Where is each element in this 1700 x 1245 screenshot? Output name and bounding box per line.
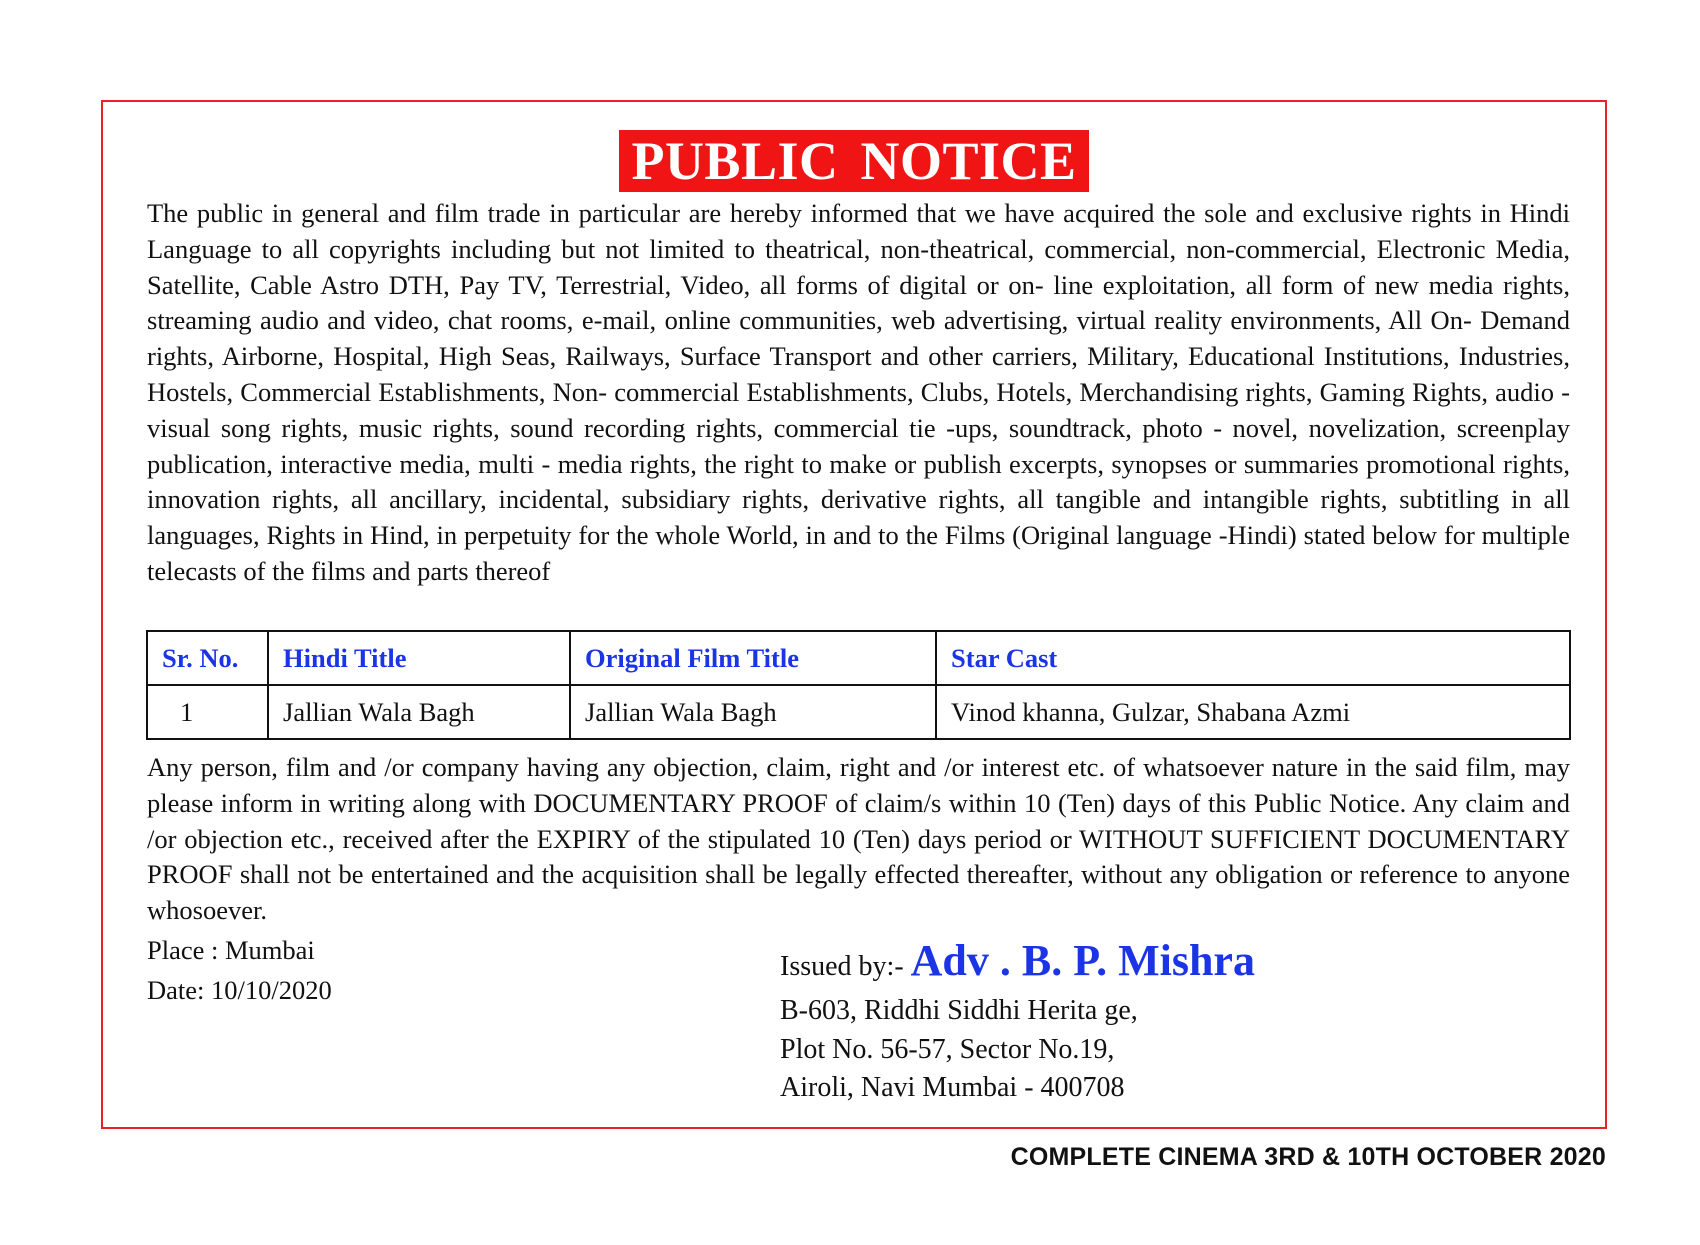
issued-by-label: Issued by:- — [780, 951, 904, 982]
header-sr-no: Sr. No. — [147, 631, 268, 685]
objection-paragraph: Any person, film and /or company having any objection, claim, right and /or interest etc. of whatsoever nature in the said film, may please inform in writing along with DOCUMENTARY PROOF of claim/s within 10 (Ten) days of this Public Notice. Any claim and /or objection etc., received after the EXPIRY of the stipulated 10 (Ten) days period or WITHOUT SUFFICIENT DOCUMENTARY PROOF shall not be entertained and the acquisition shall be legally effected thereafter, without any obligation or reference to anyone whosoever. — [147, 752, 1570, 926]
films-table — [146, 630, 1571, 740]
address-block — [780, 992, 1138, 1108]
notice-frame — [101, 100, 1607, 1129]
place-date-block — [147, 930, 332, 1010]
cell-sr-no: 1 — [147, 685, 268, 739]
header-star-cast: Star Cast — [936, 631, 1570, 685]
rights-paragraph: The public in general and film trade in particular are hereby informed that we have acquired the sole and exclusive rights in Hindi Language to all copyrights including but not limited to theatrical, non-theatrical, commercial, non-commercial, Electronic Media, Satellite, Cable Astro DTH, Pay TV, Terrestrial, Video, all forms of digital or on- line exploitation, all form of new media rights, streaming audio and video, chat rooms, e-mail, online communities, web advertising, virtual reality environments, All On- Demand rights, Airborne, Hospital, High Seas, Railways, Surface Transport and other carriers, Military, Educational Institutions, Industries, Hostels, Commercial Establishments, Non- commercial Establishments, Clubs, Hotels, Merchandising rights, Gaming Rights, audio - visual song rights, music rights, sound recording rights, commercial tie -ups, soundtrack, photo - novel, novelization, screenplay publication, interactive media, multi - media rights, the right to make or publish excerpts, synopses or summaries promotional rights, innovation rights, all ancillary, incidental, subsidiary rights, derivative rights, all tangible and intangible rights, subtitling in all languages, Rights in Hind, in perpetuity for the whole World, in and to the Films (Original language -Hindi) stated below for multiple telecasts of the films and parts thereof — [147, 198, 1570, 586]
table-row — [147, 685, 1570, 739]
table-header-row — [147, 631, 1570, 685]
header-original-title: Original Film Title — [570, 631, 936, 685]
place-text: Place : Mumbai — [147, 935, 315, 965]
cell-hindi-title: Jallian Wala Bagh — [268, 685, 570, 739]
address-line-2: Plot No. 56-57, Sector No.19, — [780, 1033, 1115, 1065]
cell-original-title: Jallian Wala Bagh — [570, 685, 936, 739]
issued-by-line — [780, 936, 1255, 986]
issuer-name: Adv . B. P. Mishra — [910, 936, 1255, 985]
page-title: PUBLIC NOTICE — [619, 130, 1088, 192]
cell-star-cast: Vinod khanna, Gulzar, Shabana Azmi — [936, 685, 1570, 739]
title-wrap — [103, 130, 1605, 192]
header-hindi-title: Hindi Title — [268, 631, 570, 685]
publication-footer: COMPLETE CINEMA 3RD & 10TH OCTOBER 2020 — [1010, 1143, 1606, 1171]
address-line-3: Airoli, Navi Mumbai - 400708 — [780, 1072, 1125, 1103]
date-text: Date: 10/10/2020 — [147, 975, 332, 1005]
address-line-1: B-603, Riddhi Siddhi Herita ge, — [780, 995, 1138, 1026]
